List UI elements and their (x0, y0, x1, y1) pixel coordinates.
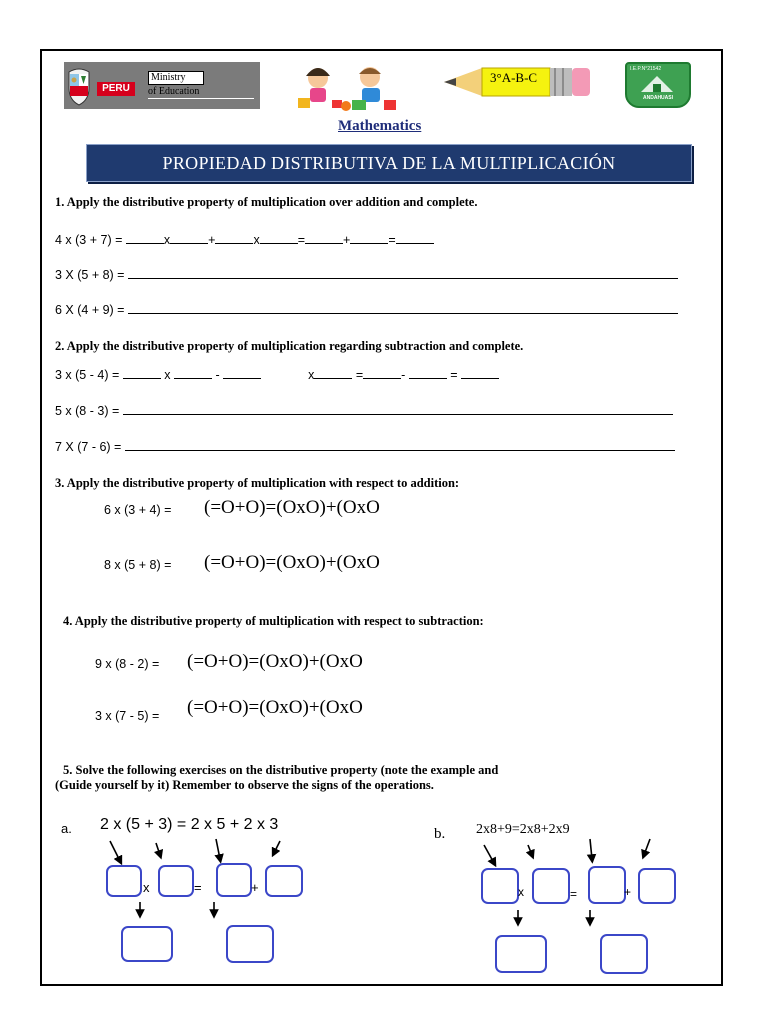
answer-blank[interactable] (363, 378, 401, 379)
q3-item-1-pattern[interactable]: (=O+O)=(OxO)+(OxO (204, 497, 380, 518)
q5b-answer-box[interactable] (481, 868, 519, 904)
op-sign: x (308, 368, 315, 382)
answer-blank[interactable] (123, 378, 161, 379)
q3-heading: 3. Apply the distributive property of multiplication with respect to addition: (55, 476, 460, 490)
q5a-answer-box[interactable] (265, 865, 303, 897)
answer-blank[interactable] (305, 243, 343, 244)
op-sign: + (624, 885, 632, 899)
op-sign: + (343, 233, 351, 247)
answer-blank[interactable] (409, 378, 447, 379)
answer-blank[interactable] (260, 243, 298, 244)
q5b-expression: 2x8+9=2x8+2x9 (476, 822, 570, 837)
answer-blank[interactable] (396, 243, 434, 244)
q4-item-2-expr: 3 x (7 - 5) = (95, 709, 160, 723)
q5b-arrows (478, 837, 668, 871)
arrow-icon (274, 841, 280, 853)
q5b-result-box[interactable] (600, 934, 648, 974)
q4-item-2-pattern[interactable]: (=O+O)=(OxO)+(OxO (187, 697, 363, 718)
arrow-icon (484, 845, 494, 863)
answer-blank[interactable] (350, 243, 388, 244)
op-sign: = (194, 880, 202, 895)
arrow-icon (156, 843, 160, 855)
q1-line-3-expr: 6 X (4 + 9) = (55, 303, 125, 317)
school-badge (625, 62, 691, 108)
answer-blank[interactable] (174, 378, 212, 379)
arrow-icon (644, 839, 650, 855)
q2-heading: 2. Apply the distributive property of multiplication regarding subtraction and complete. (55, 339, 524, 353)
answer-blank[interactable] (215, 243, 253, 244)
op-sign: = (355, 368, 364, 382)
q5b-down-arrows (512, 908, 602, 930)
ministry-logo (64, 62, 260, 109)
q5a-answer-box[interactable] (216, 863, 252, 897)
ministry-label: Ministry (148, 71, 204, 85)
q2-line-1 (55, 368, 499, 382)
answer-line[interactable] (123, 414, 673, 415)
q2-line-3-expr: 7 X (7 - 6) = (55, 440, 122, 454)
q5a-result-box[interactable] (226, 925, 274, 963)
q5b-label: b. (434, 826, 446, 842)
q4-item-1-expr: 9 x (8 - 2) = (95, 657, 160, 671)
title-banner (86, 144, 692, 182)
op-sign: = (570, 887, 578, 901)
q5-heading-line-2: (Guide yourself by it) Remember to observe the signs of the operations. (55, 778, 434, 792)
school-building-icon (641, 74, 673, 92)
peru-coat-of-arms-icon (66, 66, 92, 106)
op-sign: = (388, 233, 396, 247)
q2-line-3 (55, 440, 675, 454)
op-sign: - (215, 368, 220, 382)
answer-line[interactable] (128, 313, 678, 314)
op-sign: + (208, 233, 216, 247)
op-sign: - (401, 368, 406, 382)
answer-line[interactable] (128, 278, 678, 279)
arrow-icon (590, 839, 592, 859)
arrow-icon (216, 839, 220, 859)
q5a-answer-box[interactable] (106, 865, 142, 897)
kids-playing-illustration (296, 64, 406, 114)
worksheet-title: PROPIEDAD DISTRIBUTIVA DE LA MULTIPLICACIÓN (162, 153, 616, 173)
q5b-answer-box[interactable] (588, 866, 626, 904)
answer-line[interactable] (125, 450, 675, 451)
q3-item-1-expr: 6 x (3 + 4) = (104, 503, 172, 517)
op-sign: x (143, 880, 150, 895)
op-sign: x (164, 368, 171, 382)
op-sign: x (253, 233, 260, 247)
q5b-answer-box[interactable] (638, 868, 676, 904)
answer-blank[interactable] (461, 378, 499, 379)
q5a-down-arrows (132, 900, 222, 922)
answer-blank[interactable] (170, 243, 208, 244)
q5b-answer-box[interactable] (532, 868, 570, 904)
q2-line-2 (55, 404, 673, 418)
q1-line-2-expr: 3 X (5 + 8) = (55, 268, 125, 282)
school-name: ANDAHUASI (643, 95, 673, 101)
arrow-icon (528, 845, 532, 855)
q3-item-2-expr: 8 x (5 + 8) = (104, 558, 172, 572)
peru-flag-label: PERU (97, 82, 135, 96)
school-code: I.E.P.N°21542 (630, 66, 662, 72)
grade-label: 3°A-B-C (490, 70, 538, 85)
op-sign: x (518, 885, 524, 899)
header-divider (148, 98, 254, 99)
q1-line-3 (55, 303, 678, 317)
op-sign: = (297, 233, 306, 247)
q4-item-1-pattern[interactable]: (=O+O)=(OxO)+(OxO (187, 651, 363, 672)
op-sign: x (163, 233, 171, 247)
worksheet-page (40, 49, 723, 986)
q5a-result-box[interactable] (121, 926, 173, 962)
q5-heading-line-1: 5. Solve the following exercises on the distributive property (note the example and (63, 763, 499, 777)
arrow-icon (110, 841, 120, 861)
q1-heading: 1. Apply the distributive property of multiplication over addition and complete. (55, 195, 478, 209)
q1-line-1-expr: 4 x (3 + 7) = (55, 233, 123, 247)
answer-blank[interactable] (223, 378, 261, 379)
answer-blank[interactable] (126, 243, 164, 244)
q1-line-1 (55, 233, 434, 247)
q3-item-2-pattern[interactable]: (=O+O)=(OxO)+(OxO (204, 552, 380, 573)
q5b-result-box[interactable] (495, 935, 547, 973)
q2-line-2-expr: 5 x (8 - 3) = (55, 404, 120, 418)
op-sign: = (450, 368, 458, 382)
q5a-expression: 2 x (5 + 3) = 2 x 5 + 2 x 3 (100, 816, 279, 833)
q2-line-1-expr: 3 x (5 - 4) = (55, 368, 120, 382)
q1-line-2 (55, 268, 678, 282)
answer-blank[interactable] (314, 378, 352, 379)
education-label: of Education (148, 86, 200, 97)
q5a-label: a. (61, 821, 72, 836)
q4-heading: 4. Apply the distributive property of multiplication with respect to subtraction: (63, 614, 484, 628)
op-sign: + (251, 880, 259, 895)
q5a-answer-box[interactable] (158, 865, 194, 897)
subject-heading: Mathematics (338, 118, 422, 134)
